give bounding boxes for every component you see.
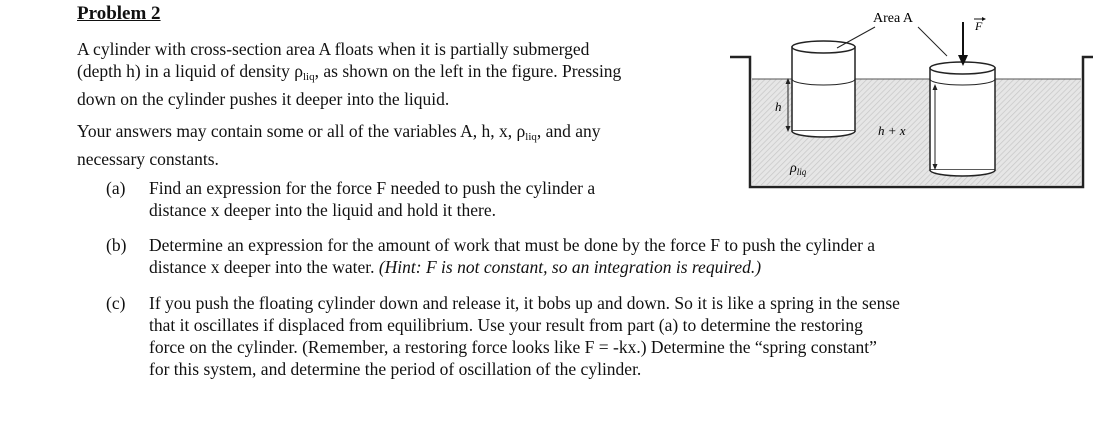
left-cylinder (792, 41, 855, 137)
part-b-text (149, 234, 875, 278)
intro-line-2 (77, 60, 621, 88)
depth-label: h (775, 99, 782, 114)
answers-rho-subscript: liq (525, 131, 537, 143)
part-c-line-3: force on the cylinder. (Remember, a restoring force looks like F = -kx.) Determine the “spring constant” (149, 337, 877, 357)
part-b-line-2-text: distance x deeper into the water. (149, 257, 379, 277)
intro-line-2-tail: , as shown on the left in the figure. Pressing (314, 61, 622, 81)
part-a (106, 177, 706, 221)
intro-paragraph (77, 38, 621, 110)
part-a-text (149, 177, 595, 221)
answers-line-1-text: Your answers may contain some or all of the variables A, h, x, ρ (77, 121, 526, 141)
part-a-line-2: distance x deeper into the liquid and hold it there. (149, 200, 496, 220)
area-pointer-right (918, 27, 947, 56)
part-c-label: (c) (106, 293, 126, 313)
part-b-label: (b) (106, 235, 127, 255)
rho-subscript: liq (303, 71, 315, 83)
force-label: F (975, 19, 983, 33)
answers-line-1 (77, 120, 601, 148)
force-vector-mark-head (982, 17, 986, 21)
part-c-line-4: for this system, and determine the period of oscillation of the cylinder. (149, 359, 642, 379)
part-a-label: (a) (106, 178, 126, 198)
part-c-line-2: that it oscillates if displaced from equilibrium. Use your result from part (a) to determine the restoring (149, 315, 863, 335)
part-b (106, 234, 1066, 278)
part-c (106, 292, 1086, 382)
answers-paragraph (77, 120, 601, 170)
part-b-line-2 (149, 256, 875, 278)
part-c-line-1: If you push the floating cylinder down and release it, it bobs up and down. So it is like a spring in the sense (149, 293, 900, 313)
density-symbol: ρ (790, 161, 797, 176)
intro-line-2-text: (depth h) in a liquid of density ρ (77, 61, 303, 81)
part-a-line-1: Find an expression for the force F needed to push the cylinder a (149, 178, 596, 198)
answers-line-1-tail: , and any (536, 121, 601, 141)
part-b-line-1: Determine an expression for the amount of work that must be done by the force F to push the cylinder a (149, 235, 876, 255)
part-c-text (149, 292, 900, 380)
part-b-hint: (Hint: F is not constant, so an integration is required.) (378, 257, 762, 277)
intro-line-1: A cylinder with cross-section area A floats when it is partially submerged (77, 39, 590, 59)
area-label: Area A (873, 11, 914, 26)
floating-cylinder-figure (725, 0, 1095, 195)
right-cylinder (930, 62, 995, 176)
problem-title: Problem 2 (77, 3, 161, 24)
force-arrow (958, 22, 968, 66)
intro-line-3: down on the cylinder pushes it deeper into the liquid. (77, 89, 450, 109)
density-subscript: liq (796, 167, 807, 177)
area-pointer-left (837, 27, 875, 48)
depth-plus-x-label: h + x (878, 123, 906, 138)
answers-line-2: necessary constants. (77, 149, 219, 169)
